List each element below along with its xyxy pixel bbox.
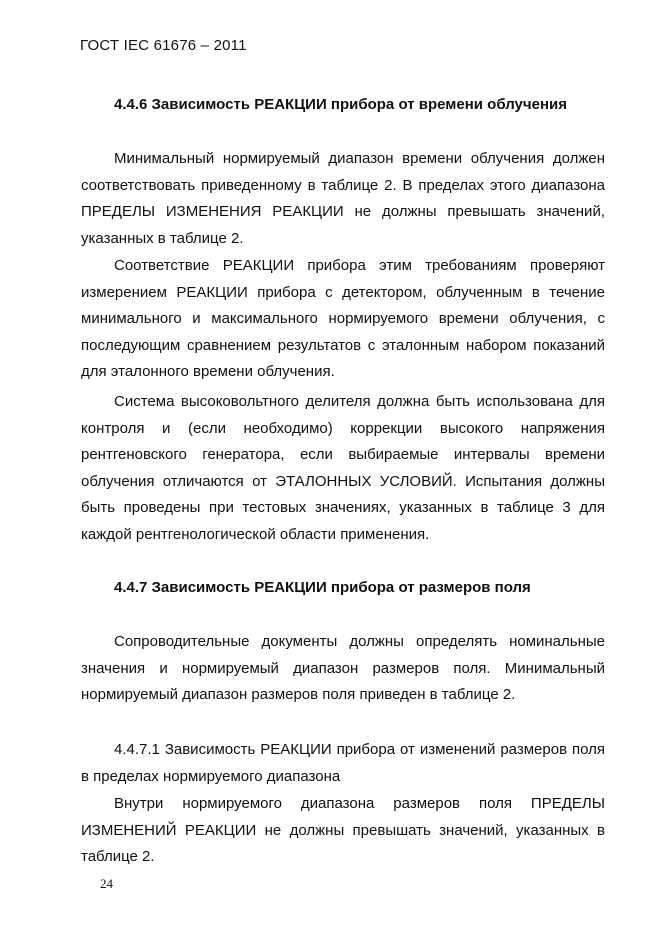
- paragraph-4-4-7-1-title: 4.4.7.1 Зависимость РЕАКЦИИ прибора от изменений размеров поля в пределах нормируемого диапазона: [81, 741, 605, 785]
- paragraph-4-4-6-3: Система высоковольтного делителя должна быть использована для контроля и (если необходимо) коррекции высокого напряжения рентгеновского генератора, если выбираемые интервалы времени облучения отличаются от ЭТАЛОННЫХ УСЛОВИЙ. Испытания должны быть проведены при тестовых значениях, указанных в таблице 3 для каждой рентгенологической области применения.: [81, 393, 605, 543]
- paragraph-4-4-6-2: Соответствие РЕАКЦИИ прибора этим требованиям проверяют измерением РЕАКЦИИ прибора с детектором, облученным в течение минимального и максимального нормируемого времени облучения, с последующим сравнением результатов с эталонным набором показаний для эталонного времени облучения.: [81, 257, 605, 381]
- paragraph-4-4-7-1-body: Внутри нормируемого диапазона размеров поля ПРЕДЕЛЫ ИЗМЕНЕНИЙ РЕАКЦИИ не должны превышать значений, указанных в таблице 2.: [81, 795, 605, 866]
- section-heading-4-4-6: 4.4.6 Зависимость РЕАКЦИИ прибора от времени облучения: [114, 96, 567, 113]
- section-heading-4-4-7: 4.4.7 Зависимость РЕАКЦИИ прибора от размеров поля: [114, 579, 531, 596]
- document-header: ГОСТ IEC 61676 – 2011: [80, 37, 247, 54]
- paragraph-4-4-6-1: Минимальный нормируемый диапазон времени облучения должен соответствовать приведенному в таблице 2. В пределах этого диапазона ПРЕДЕЛЫ ИЗМЕНЕНИЯ РЕАКЦИИ не должны превышать значений, указанных в таблице 2.: [81, 150, 605, 247]
- paragraph-4-4-7-1: Сопроводительные документы должны определять номинальные значения и нормируемый диапазон размеров поля. Минимальный нормируемый диапазон размеров поля приведен в таблице 2.: [81, 633, 605, 704]
- page-number: 24: [100, 876, 113, 891]
